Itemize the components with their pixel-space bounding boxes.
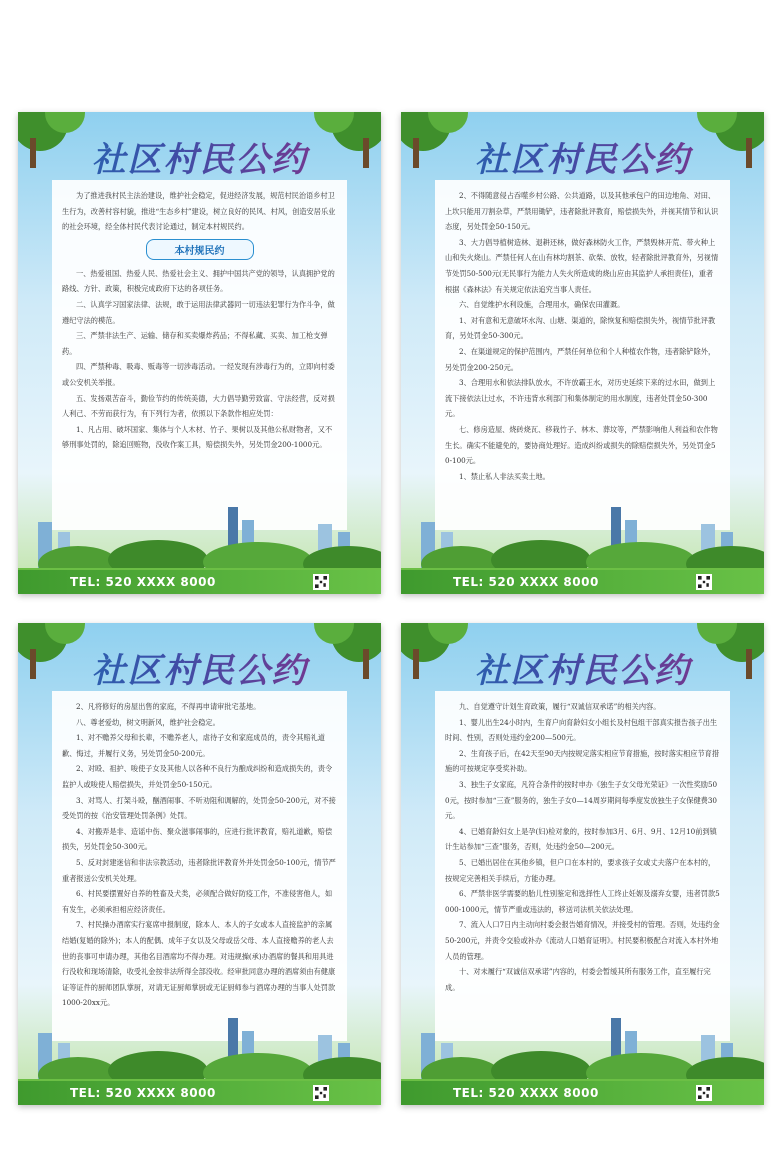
phone-number: TEL: 520 XXXX 8000	[70, 575, 216, 589]
paragraph: 7、流入人口7日内主动向村委会报告婚育情况，并接受村的管理。否则，处违约金50-200元，并责令交验或补办《流动人口婚育证明》。村民要积极配合对流入本村外地人员的管理。	[445, 920, 720, 961]
paragraph: 3、大力倡导植树造林、退耕还林，做好森林防火工作，严禁毁林开荒、带火种上山和失火烧山。严禁任何人在山有林均割茶、砍柴、放牧，轻者除批评教育外，另视情节处罚50-500元(无民事行为能力人失火所造成的烧山应由其监护人承担责任)，重者根据《森林法》有关规定依法追究当事人责任。	[445, 237, 719, 294]
paragraph: 2、生育孩子后，在42天至90天内按规定落实相应节育措施，按时落实相应节育措施的可按规定享受奖补助。	[445, 748, 720, 774]
paragraph: 6、村民要摆置好自养的牲畜及犬类，必须配合做好防疫工作，不准侵害他人，如有发生，必须承担相应经济责任。	[62, 889, 333, 914]
paragraph: 1、对有意和无意破坏水沟、山塘、渠道的，除恢复和赔偿损失外，视情节批评教育，另处罚金50-300元。	[445, 315, 716, 341]
phone-number: TEL: 520 XXXX 8000	[70, 1086, 216, 1100]
paragraph: 4、对搬弄是非、造谣中伤、聚众滋事闹事的，应进行批评教育，赔礼道歉，赔偿损失，另处罚金50-300元。	[62, 826, 333, 852]
paragraph: 2、在渠道规定的保护范围内，严禁任何单位和个人种植农作物，违者除铲除外，另处罚金200-250元。	[445, 346, 716, 372]
content-card	[52, 691, 347, 1041]
paragraph: 一、热爱祖国、热爱人民、热爱社会主义、拥护中国共产党的领导，认真拥护党的路线、方针、政策，积极完成政府下达的各项任务。	[62, 268, 335, 294]
paragraph: 1、凡占用、破坏国家、集体与个人木材、竹子、果树以及其他公私财物者，又不够刑事处罚的，除追回赃物，没收作案工具，赔偿损失外，另处罚金200-1000元。	[62, 424, 333, 450]
paragraph: 七、修房造屋、烧砖烧瓦、移栽竹子、林木、葬坟等，严禁影响他人利益和农作物生长。确实不能避免的，要协商处理好。造成纠纷或损失的除赔偿损失外，另处罚金50-100元。	[445, 424, 718, 466]
content-card	[435, 180, 730, 530]
content-card	[52, 180, 347, 530]
paragraph: 3、合理用水和依法排队放水，不许放霸王水，对历史延续下来的过水田，做到上流下接依法让过水，不许违背水利部门和集体制定的用水制度，违者处罚金50-300元。	[445, 378, 716, 419]
qr-code-icon	[696, 574, 712, 590]
paragraph: 7、村民操办酒席实行宴席申报制度，除本人、本人的子女或本人直接监护的亲属结婚(复婚的除外)；本人的配偶、成年子女以及父母或岳父母、本人直接赡养的老人去世的丧事可申请办理，其他名目酒席均不得办理。对违规操(承)办酒席的餐具和用具进行没收和现场清除，收受礼金按非法所得全部没收。经审批同意办理的酒席须由有健康证等证件的厨师团队掌厨，对请无证厨师掌厨或无证厨师参与酒席办理的当事人处罚款1000-20xx元。	[62, 920, 336, 1008]
qr-code-icon	[313, 574, 329, 590]
paragraph: 5、反对封建迷信和非法宗教活动，违者除批评教育外并处罚金50-100元，情节严重者报送公安机关处理。	[62, 857, 336, 883]
paragraph: 1、禁止私人非法买卖土地。	[459, 471, 550, 481]
phone-number: TEL: 520 XXXX 8000	[453, 575, 599, 589]
paragraph: 3、对骂人、打架斗殴，酗酒闹事、不听劝阻和调解的，处罚金50-200元，对不接受处罚的按《治安管理处罚条例》处罚。	[62, 795, 336, 821]
paragraph: 6、严禁非医学需要的胎儿性别鉴定和选择性人工终止妊娠及溺弃女婴，违者罚款5000-1000元，情节严重或违法的，移送司法机关依法处理。	[445, 889, 720, 914]
paragraph: 3、独生子女家庭，凡符合条件的按时申办《独生子女父母光荣证》一次性奖励500元，按时参加“三查”服务的，独生子女0—14周岁期间每季度发放独生子女保健费30元。	[445, 779, 718, 821]
phone-number: TEL: 520 XXXX 8000	[453, 1086, 599, 1100]
paragraph: 六、自觉维护水利设施，合理用水，确保农田灌溉。	[459, 300, 625, 310]
paragraph: 2、不得随意侵占吞噬乡村公路、公共道路，以及其他承包户的田边地角、对田、上坎只能用刀割杂草，严禁用锄铲，违者除批评教育，赔偿损失外，并视其情节和认识态度，另处罚金50-150元。	[445, 191, 719, 232]
paragraph: 十、对未履行“双诚信双承诺”内容的，村委会暂缓其所有服务工作，直至履行完成。	[445, 967, 711, 992]
poster-title: 社区村民公约	[18, 643, 381, 692]
paragraph: 三、严禁非法生产、运输、储存和买卖爆炸药品；不得私藏、买卖、加工枪支弹药。	[62, 331, 328, 356]
paragraph: 2、对殴、祖护、唆使子女及其他人以各种不良行为酿成纠纷和造成损失的，责令监护人或唆使人赔偿损失，并处罚金50-150元。	[62, 764, 333, 789]
paragraph: 五、发扬艰苦奋斗，勤俭节约的传统美德，大力倡导勤劳致富、守法经营，反对损人利己、不劳而获行为，有下列行为者，依照以下条款作相应处罚：	[62, 393, 335, 419]
poster-title: 社区村民公约	[18, 132, 381, 181]
paragraph: 1、婴儿出生24小时内，生育户向育龄妇女小组长及村包组干部真实报告孩子出生时间、性别，否则处违约金200—500元。	[445, 717, 718, 743]
paragraph: 为了推进我村民主法治建设，维护社会稳定，促进经济发展，规范村民治语乡村卫生行为，改善村容村貌，推进“生态乡村”建设，树立良好的民风、村风，创造安居乐业的社会环境，经全体村民代表讨论通过，制定本村规民约。	[62, 191, 336, 232]
qr-code-icon	[696, 1085, 712, 1101]
poster-1	[18, 112, 381, 594]
poster-4	[401, 623, 764, 1105]
poster-title: 社区村民公约	[401, 643, 764, 692]
paragraph: 5、已婚出居住在其他乡镇，但户口在本村的，要求孩子女或丈夫落户在本村的，按规定完善相关手续后，方能办理。	[445, 857, 716, 883]
section-title: 本村规民约	[146, 239, 254, 260]
paragraph: 二、认真学习国家法律、法规，敢于运用法律武器同一切违法犯罪行为作斗争，做遵纪守法的模范。	[62, 299, 335, 325]
paragraph: 4、已婚育龄妇女上是孕(妇)检对象的，按时参加3月、6月、9月、12月10前到镇计生站参加“三查”服务，否则，处违约金50—200元。	[445, 826, 717, 852]
paragraph: 八、尊老爱幼，树文明新风，维护社会稳定。	[76, 717, 220, 727]
paragraph: 九、自觉遵守计划生育政策，履行“双诚信双承诺”的相关内容。	[459, 702, 661, 711]
qr-code-icon	[313, 1085, 329, 1101]
poster-3	[18, 623, 381, 1105]
paragraph: 四、严禁种毒、吸毒、贩毒等一切涉毒活动。一经发现有涉毒行为的，立即向村委或公安机关举报。	[62, 362, 335, 387]
paragraph: 1、对不赡养父母和长辈，不赡养老人，虐待子女和家庭成员的，责令其赔礼道歉、悔过，并履行义务，另处罚金50-200元。	[62, 733, 325, 758]
content-card	[435, 691, 730, 1041]
poster-2	[401, 112, 764, 594]
poster-title: 社区村民公约	[401, 132, 764, 181]
paragraph: 2、凡将修好的房屋出售的家庭，不得再申请审批宅基地。	[76, 702, 261, 711]
